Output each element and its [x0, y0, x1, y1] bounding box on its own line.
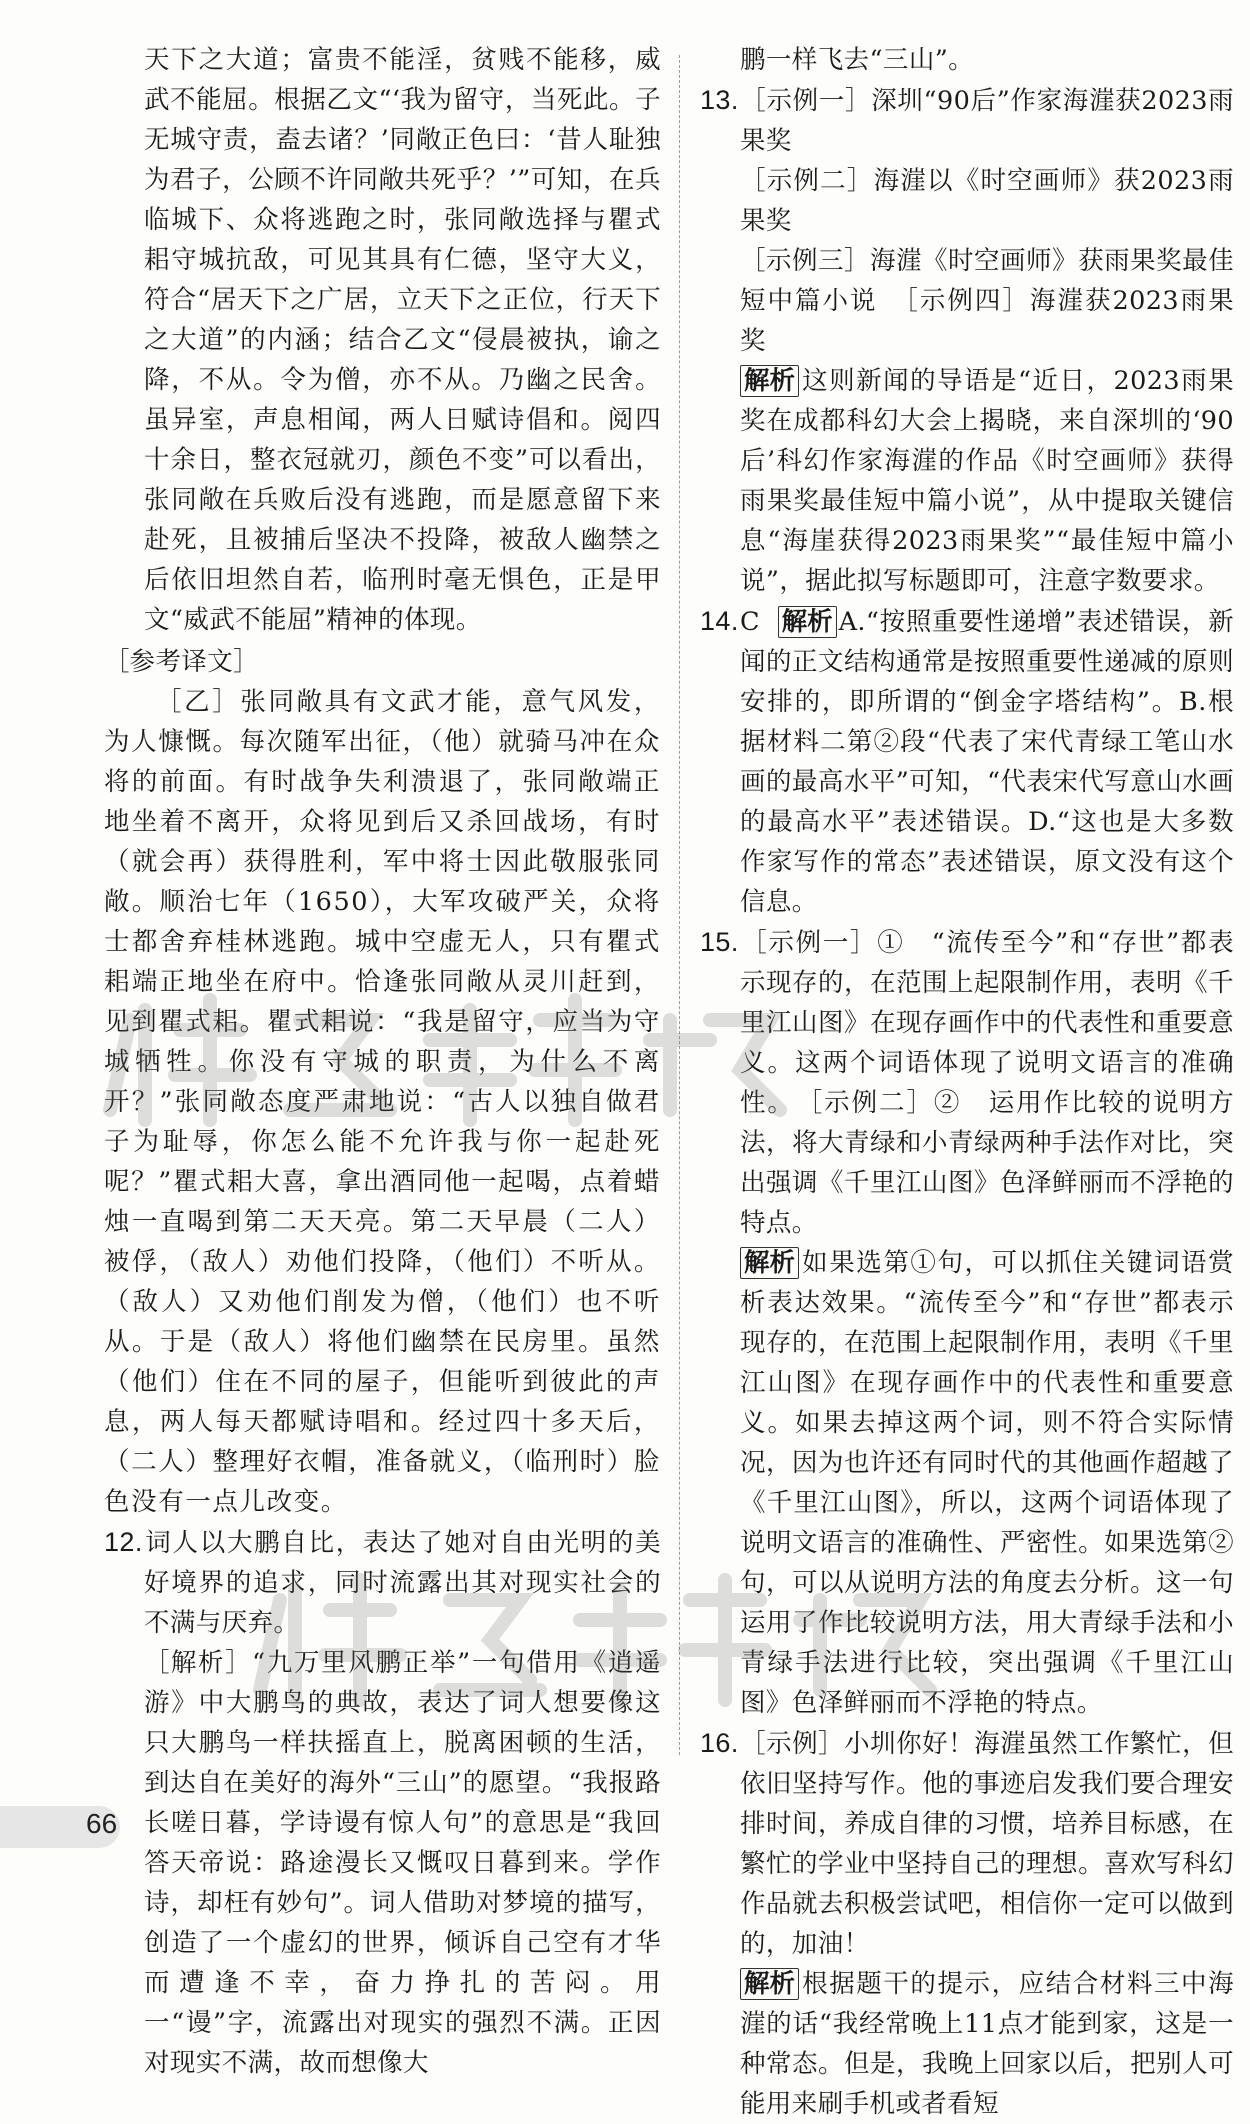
reference-translation-label: 参考译文 [129, 647, 234, 677]
q16-analysis-label: 解析 [740, 1968, 799, 2000]
q15-analysis [700, 1243, 1234, 1723]
q12-number: 12. [104, 1527, 143, 1557]
q16-answer [700, 1723, 1234, 1964]
page-number: 66 [86, 1808, 118, 1839]
q14-choice: C [740, 607, 760, 637]
q13-analysis-text: 这则新闻的导语是“近日，2023雨果奖在成都科幻大会上揭晓，来自深圳的‘90后’科幻作家海漄的作品《时空画师》获得雨果奖最佳短中篇小说”，从中提取关键信息“海崖获得2023雨果奖”“最佳短中篇小说”，据此拟写标题即可，注意字数要求。 [740, 366, 1234, 596]
q15-analysis-text: 如果选第①句，可以抓住关键词语赏析表达效果。“流传至今”和“存世”都表示现存的，在范围上起限制作用，表明《千里江山图》在现存画作中的代表性和重要意义。如果去掉这两个词，则不符合实际情况，因为也许还有同时代的其他画作超越了《千里江山图》，所以，这两个词语体现了说明文语言的准确性、严密性。如果选第②句，可以从说明方法的角度去分析。这一句运用了作比较说明方法，用大青绿手法和小青绿手法进行比较，突出强调《千里江山图》色泽鲜丽而不浮艳的特点。 [740, 1248, 1234, 1718]
reference-translation-text: ［乙］张同敞具有文武才能，意气风发，为人慷慨。每次随军出征，（他）就骑马冲在众将的前面。有时战争失利溃退了，张同敞端正地坐着不离开，众将见到后又杀回战场，有时（就会再）获得胜利，军中将士因此敬服张同敞。顺治七年（1650），大军攻破严关，众将士都舍弃桂林逃跑。城中空虚无人，只有瞿式耜端正地坐在府中。恰逢张同敞从灵川赶到，见到瞿式耜。瞿式耜说：“我是留守，应当为守城牺牲。你没有守城的职责，为什么不离开？”张同敞态度严肃地说：“古人以独自做君子为耻辱，你怎么能不允许我与你一起赴死呢？”瞿式耜大喜，拿出酒同他一起喝，点着蜡烛一直喝到第二天天亮。第二天早晨（二人）被俘，（敌人）劝他们投降，（他们）不听从。（敌人）又劝他们削发为僧，（他们）也不听从。于是（敌人）将他们幽禁在民房里。虽然（他们）住在不同的屋子，但能听到彼此的声息，两人每天都赋诗唱和。经过四十多天后，（二人）整理好衣帽，准备就义，（临刑时）脸色没有一点儿改变。 [104, 687, 661, 1517]
right-column [700, 40, 1234, 2124]
q16-answer-text: ［示例］小圳你好！海漄虽然工作繁忙，但依旧坚持写作。他的事迹启发我们要合理安排时间，养成自律的习惯，培养目标感，在繁忙的学业中坚持自己的理想。喜欢写科幻作品就去积极尝试吧，相信你一定可以做到的，加油！ [740, 1729, 1234, 1959]
q12-analysis-text: “九万里风鹏正举”一句借用《逍遥游》中大鹏鸟的典故，表达了词人想要像这只大鹏鸟一样扶摇直上，脱离困顿的生活，到达自在美好的海外“三山”的愿望。“我报路长嗟日暮，学诗谩有惊人句”的意思是“我回答天帝说：路途漫长又慨叹日暮到来。学作诗，却枉有妙句”。词人借助对梦境的描写，创造了一个虚幻的世界，倾诉自己空有才华而遭逢不幸，奋力挣扎的苦闷。用一“谩”字，流露出对现实的强烈不满。正因对现实不满，故而想像大 [144, 1648, 661, 2078]
q14-number: 14. [700, 606, 739, 636]
q15-analysis-label: 解析 [740, 1247, 799, 1279]
reference-translation-header: ［参考译文］ [104, 647, 259, 677]
q16-number: 16. [700, 1728, 739, 1758]
q12-analysis-label: 解析 [170, 1648, 226, 1678]
q13-analysis-label: 解析 [740, 365, 799, 397]
q13-answer [700, 80, 1234, 161]
q14-analysis-text: A.“按照重要性递增”表述错误，新闻的正文结构通常是按照重要性递减的原则安排的，即所谓的“倒金字塔结构”。B.根据材料二第②段“代表了宋代青绿工笔山水画的最高水平”可知，“代表宋代写意山水画的最高水平”表述错误。D.“这也是大多数作家写作的常态”表述错误，原文没有这个信息。 [740, 607, 1234, 917]
q16-analysis [700, 1964, 1234, 2124]
q15-number: 15. [700, 927, 739, 957]
q14-answer [700, 601, 1234, 922]
column-divider [679, 55, 680, 1755]
q15-answer-text: ［示例一］① “流传至今”和“存世”都表示现存的，在范围上起限制作用，表明《千里江山图》在现存画作中的代表性和重要意义。这两个词语体现了说明文语言的准确性。 ［示例二］② 运用作比较的说明方法，将大青绿和小青绿两种手法作对比，突出强调《千里江山图》色泽鲜丽而不浮艳的特点。 [740, 928, 1234, 1238]
q13-example-1: ［示例一］深圳“90后”作家海漄获2023雨果奖 [740, 86, 1234, 156]
q13-example-3-4: ［示例三］海漄《时空画师》获雨果奖最佳短中篇小说 ［示例四］海漄获2023雨果奖 [740, 246, 1234, 356]
q16-analysis-text: 根据题干的提示，应结合材料三中海漄的话“我经常晚上11点才能到家，这是一种常态。但是，我晚上回家以后，把别人可能用来刷手机或者看短 [740, 1969, 1234, 2119]
q13-analysis [700, 361, 1234, 601]
q12-answer [104, 1522, 661, 1643]
q13-number: 13. [700, 85, 739, 115]
left-column [104, 40, 661, 2083]
q14-analysis-label: 解析 [778, 606, 837, 638]
q12-analysis-continued: 鹏一样飞去“三山”。 [740, 45, 975, 75]
q12-answer-text: 词人以大鹏自比，表达了她对自由光明的美好境界的追求，同时流露出其对现实社会的不满与厌弃。 [144, 1528, 661, 1638]
q11-analysis-continued: 天下之大道；富贵不能淫，贫贱不能移，威武不能屈。根据乙文“‘我为留守，当死此。子无城守责，盍去诸？’同敞正色曰：‘昔人耻独为君子，公顾不许同敞共死乎？’”可知，在兵临城下、众将逃跑之时，张同敞选择与瞿式耜守城抗敌，可见其具有仁德，坚守大义，符合“居天下之广居，立天下之正位，行天下之大道”的内涵；结合乙文“侵晨被执，谕之降，不从。令为僧，亦不从。乃幽之民舍。虽异室，声息相闻，两人日赋诗倡和。阅四十余日，整衣冠就刃，颜色不变”可以看出，张同敞在兵败后没有逃跑，而是愿意留下来赴死，且被捕后坚决不投降，被敌人幽禁之后依旧坦然自若，临刑时毫无惧色，正是甲文“威武不能屈”精神的体现。 [144, 45, 661, 635]
q13-example-2: ［示例二］海漄以《时空画师》获2023雨果奖 [740, 166, 1234, 236]
q12-analysis: ［解析］“九万里风鹏正举”一句借用《逍遥游》中大鹏鸟的典故，表达了词人想要像这只大鹏鸟一样扶摇直上，脱离困顿的生活，到达自在美好的海外“三山”的愿望。“我报路长嗟日暮，学诗谩有惊人句”的意思是“我回答天帝说：路途漫长又慨叹日暮到来。学作诗，却枉有妙句”。词人借助对梦境的描写，创造了一个虚幻的世界，倾诉自己空有才华而遭逢不幸，奋力挣扎的苦闷。用一“谩”字，流露出对现实的强烈不满。正因对现实不满，故而想像大 [144, 1648, 661, 2078]
q15-answer [700, 922, 1234, 1243]
